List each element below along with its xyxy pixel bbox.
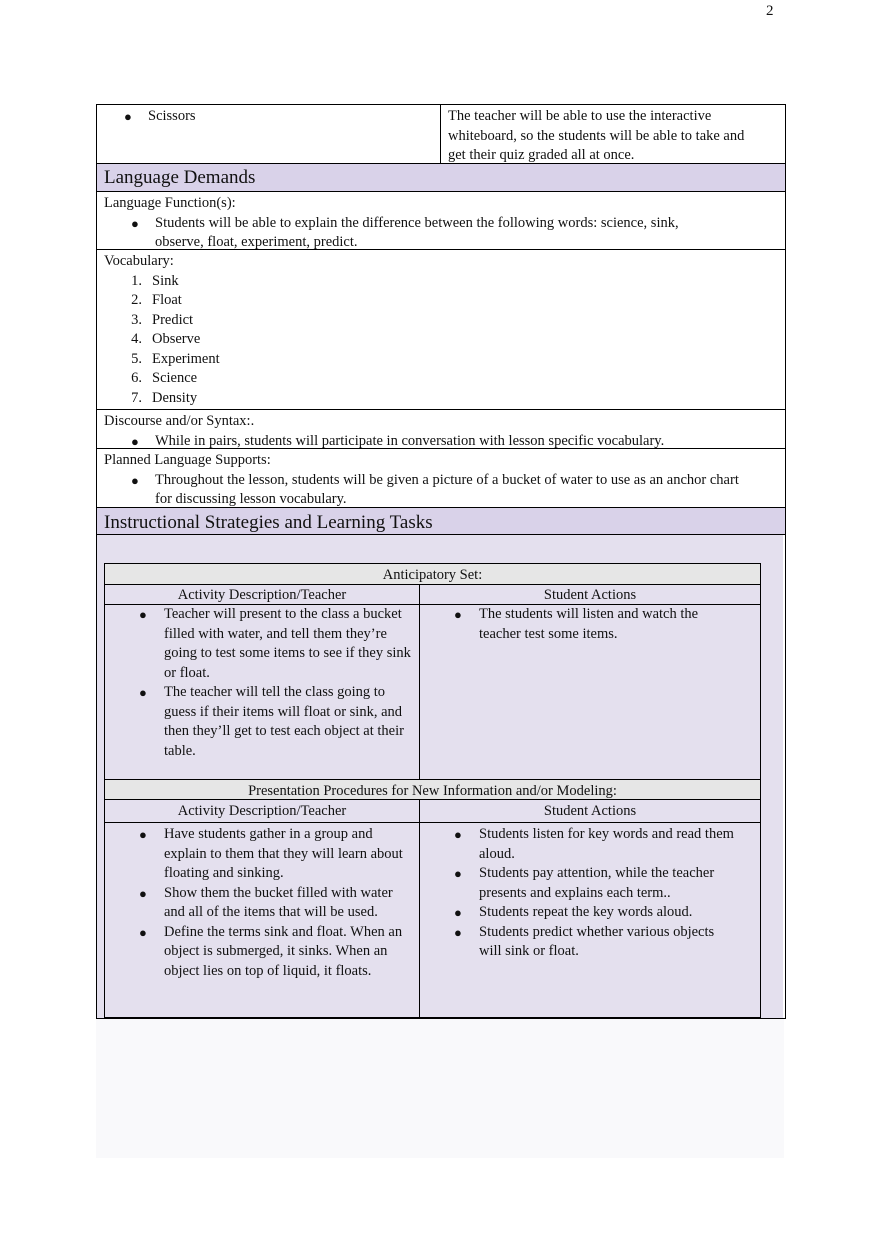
presentation-title: Presentation Procedures for New Information and/or Modeling: [105,780,760,800]
discourse-item: ● While in pairs, students will participate in conversation with lesson specific vocabulary. [104,432,777,452]
vocabulary-word: Sink [152,272,179,289]
vocabulary-word: Predict [152,311,194,328]
language-function-label: Language Function(s): [104,195,236,211]
vocabulary-word: Observe [152,331,201,347]
vocabulary-item [104,311,777,331]
vocabulary-item [104,272,777,292]
vocabulary-item [104,369,777,389]
material-item: ● Scissors [97,107,440,127]
teacher-action-item: ● Have students gather in a group and explain to them that they will learn about floating and sinking. [105,825,411,884]
vocabulary-number: 5. [131,350,142,367]
vocabulary-word: Science [152,370,198,386]
language-function-item: ● Students will be able to explain the difference between the following words: science, sink, observe, float, experiment, predict. [104,214,727,253]
materials-cell [97,105,441,163]
presentation-teacher-cell [105,823,420,1017]
anticipatory-teacher-list [105,605,411,761]
language-supports-list [104,471,777,510]
discourse-label: Discourse and/or Syntax:. [104,413,255,429]
anticipatory-teacher-cell [105,605,420,779]
language-demands-heading: Language Demands [97,164,785,192]
vocabulary-item [104,291,777,311]
language-function-list [104,214,777,253]
teacher-action-item: ● Teacher will present to the class a bucket filled with water, and tell them they’re going to test some items to see if they sink or float. [105,605,411,683]
vocabulary-number: 7. [131,389,142,406]
vocabulary-item [104,389,777,409]
anticipatory-teacher-header: Activity Description/Teacher [105,585,420,604]
anticipatory-content-row [105,605,760,780]
student-action-item: ● The students will listen and watch the teacher test some items. [420,605,736,644]
presentation-student-header: Student Actions [543,803,637,819]
presentation-header-row [105,800,760,823]
student-action-item: ● Students pay attention, while the teacher presents and explains each term.. [420,864,736,903]
vocabulary-section [97,250,785,410]
student-action-item: ● Students listen for key words and read them aloud. [420,825,736,864]
instructional-strategies-heading: Instructional Strategies and Learning Tasks [97,508,785,535]
presentation-student-cell [420,823,760,1017]
vocabulary-number: 3. [131,311,142,328]
materials-row [97,105,785,164]
teacher-action-item: ● Define the terms sink and float. When an object is submerged, it sinks. When an object lies on top of liquid, it floats. [105,923,411,982]
student-action-item: ● Students repeat the key words aloud. [420,903,736,923]
language-support-item: ● Throughout the lesson, students will be given a picture of a bucket of water to use as an anchor chart for discussing lesson vocabulary. [104,471,757,510]
language-supports-label: Planned Language Supports: [104,452,271,468]
student-action-item: ● Students predict whether various objects will sink or float. [420,923,736,962]
vocabulary-word: Density [152,389,198,406]
anticipatory-student-header: Student Actions [543,587,637,603]
activity-table [104,563,761,1019]
anticipatory-set-title: Anticipatory Set: [105,564,760,585]
discourse-section [97,410,785,449]
presentation-teacher-list [105,825,411,981]
page-shade [96,1018,784,1158]
vocabulary-number: 1. [131,272,142,289]
vocabulary-list [104,272,777,409]
presentation-teacher-header: Activity Description/Teacher [105,800,420,822]
anticipatory-student-cell [420,605,760,779]
vocabulary-word: Experiment [152,350,220,367]
discourse-list [104,432,777,452]
anticipatory-header-row [105,585,760,605]
anticipatory-student-list [420,605,736,644]
vocabulary-word: Float [152,292,182,308]
teacher-action-item: ● Show them the bucket filled with water and all of the items that will be used. [105,884,411,923]
presentation-student-list [420,825,736,962]
vocabulary-item [104,330,777,350]
language-function-section [97,192,785,250]
page-number: 2 [766,3,774,19]
vocabulary-number: 6. [131,370,142,386]
teacher-action-item: ● The teacher will tell the class going to guess if their items will float or sink, and then they’ll get to test each object at their table. [105,683,411,761]
technology-note: The teacher will be able to use the interactive whiteboard, so the students will be able to take and get their quiz graded all at once. [448,108,745,163]
vocabulary-number: 2. [131,292,142,308]
vocabulary-number: 4. [131,331,142,347]
presentation-content-row [105,823,760,1017]
vocabulary-label: Vocabulary: [104,253,174,269]
vocabulary-item [104,350,777,370]
materials-list [97,107,440,127]
language-supports-section [97,449,785,508]
